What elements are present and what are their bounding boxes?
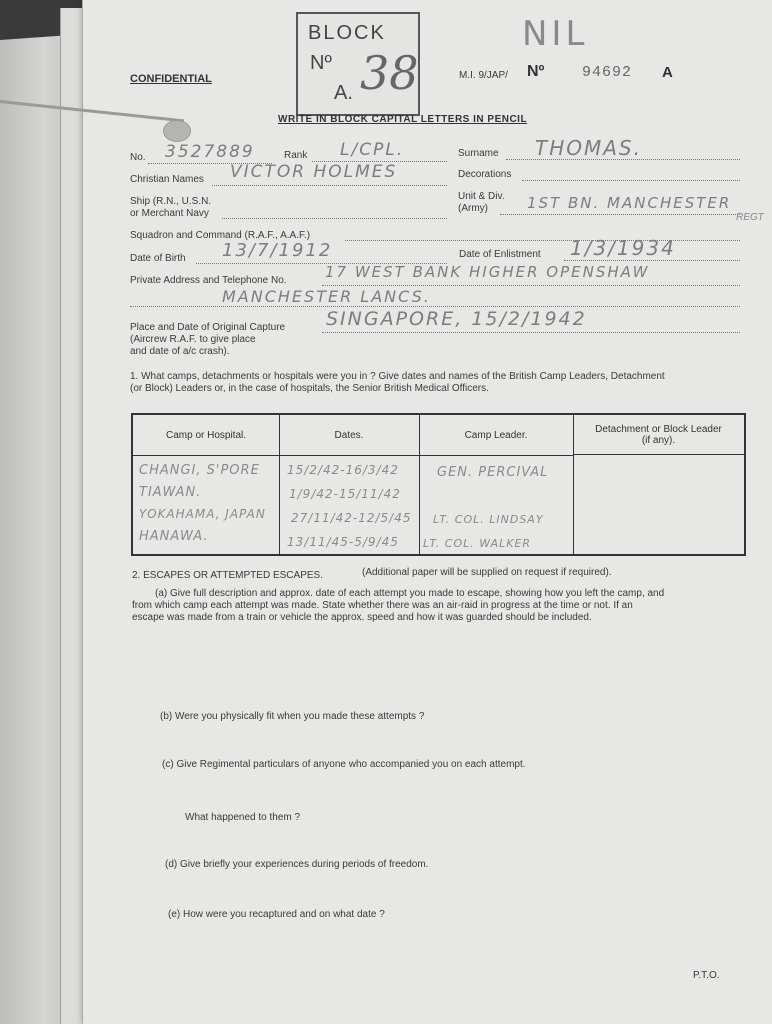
form-code: M.I. 9/JAP/ [459, 70, 508, 81]
column-header-dates: Dates. [279, 415, 419, 456]
question2a-line1: (a) Give full description and approx. date of each attempt you made to escape, showing how you left the camp, and [155, 588, 665, 599]
serial-suffix: A [662, 64, 673, 81]
capture-value: SINGAPORE, 15/2/1942 [326, 308, 587, 330]
ship-label-1: Ship (R.N., U.S.N. [130, 196, 212, 207]
confidential-label: CONFIDENTIAL [130, 73, 212, 85]
column-header-camp: Camp or Hospital. [133, 415, 279, 456]
question2a-line3: escape was made from a train or vehicle the approx. speed and how it was guarded should be included. [132, 612, 592, 623]
punch-hole [163, 120, 191, 142]
address-label: Private Address and Telephone No. [130, 275, 287, 286]
capture-label-2: (Aircrew R.A.F. to give place [130, 334, 256, 345]
serial-number: 94692 [582, 64, 633, 81]
nil-handwritten: NIL [522, 14, 589, 54]
row1-camp: CHANGI, S'PORE [139, 463, 260, 478]
question2c: (c) Give Regimental particulars of anyone who accompanied you on each attempt. [162, 759, 526, 770]
pto-label: P.T.O. [693, 970, 720, 981]
question2d: (d) Give briefly your experiences during periods of freedom. [165, 859, 429, 870]
address-value-1: 17 WEST BANK HIGHER OPENSHAW [325, 263, 650, 281]
stamp-block-text: BLOCK [308, 22, 386, 44]
decorations-label: Decorations [458, 169, 512, 180]
capture-label-1: Place and Date of Original Capture [130, 322, 286, 333]
capture-label-3: and date of a/c crash). [130, 346, 230, 357]
column-header-detachment: Detachment or Block Leader (if any). [573, 415, 744, 455]
question2e: (e) How were you recaptured and on what date ? [168, 909, 385, 920]
question1-text-1: 1. What camps, detachments or hospitals were you in ? Give dates and names of the British Camp Leaders, Detachment [130, 371, 665, 382]
unit-label-2: (Army) [458, 203, 488, 214]
dob-label: Date of Birth [130, 253, 186, 264]
column-header-camp-leader: Camp Leader. [419, 415, 573, 456]
surname-value: THOMAS. [535, 136, 642, 160]
row1-dates: 15/2/42-16/3/42 [287, 463, 399, 477]
stamp-handwritten-number: 38 [360, 46, 419, 100]
row3-dates: 27/11/42-12/5/45 [291, 511, 412, 525]
row4-dates: 13/11/45-5/9/45 [287, 535, 399, 549]
row2-dates: 1/9/42-15/11/42 [289, 487, 401, 501]
row3-leader: LT. COL. LINDSAY [433, 513, 544, 526]
row1-leader: GEN. PERCIVAL [437, 465, 549, 480]
stamp-a-text: A. [334, 82, 353, 104]
christian-names-label: Christian Names [130, 174, 204, 185]
enlistment-value: 1/3/1934 [570, 236, 676, 260]
squadron-label: Squadron and Command (R.A.F., A.A.F.) [130, 230, 311, 241]
surname-label: Surname [458, 148, 499, 159]
christian-names-value: VICTOR HOLMES [230, 162, 398, 182]
enlistment-label: Date of Enlistment [459, 249, 541, 260]
address-value-2: MANCHESTER LANCS. [222, 287, 431, 306]
row4-camp: HANAWA. [139, 529, 209, 544]
no-symbol: Nº [527, 63, 545, 80]
row2-camp: TIAWAN. [139, 485, 202, 500]
ship-label-2: or Merchant Navy [130, 208, 209, 219]
row4-leader: LT. COL. WALKER [423, 537, 532, 550]
rank-value: L/CPL. [340, 140, 405, 160]
question2b: (b) Were you physically fit when you made these attempts ? [160, 711, 425, 722]
block-stamp [296, 12, 420, 116]
unit-label-1: Unit & Div. [458, 191, 505, 202]
question1-text-2: (or Block) Leaders or, in the case of hospitals, the Senior British Medical Officers. [130, 383, 489, 394]
question2c-sub: What happened to them ? [185, 812, 301, 823]
row3-camp: YOKAHAMA, JAPAN [139, 507, 266, 521]
service-number-value: 3527889 [165, 142, 255, 162]
question2a-line2: from which camp each attempt was made. State whether there was an air-raid in progress at the time or not. If an [132, 600, 633, 611]
question2-heading-note: (Additional paper will be supplied on request if required). [362, 567, 612, 578]
question2-heading: 2. ESCAPES OR ATTEMPTED ESCAPES. [132, 570, 323, 581]
dob-value: 13/7/1912 [222, 240, 333, 261]
unit-value: 1ST BN. MANCHESTER [527, 194, 732, 212]
no-label: No. [130, 152, 146, 163]
camps-table [131, 413, 746, 556]
instruction-text: WRITE IN BLOCK CAPITAL LETTERS IN PENCIL [278, 114, 528, 125]
stamp-no-text: Nº [310, 52, 332, 74]
rank-label: Rank [284, 150, 308, 161]
unit-value-regt: REGT [736, 212, 764, 223]
